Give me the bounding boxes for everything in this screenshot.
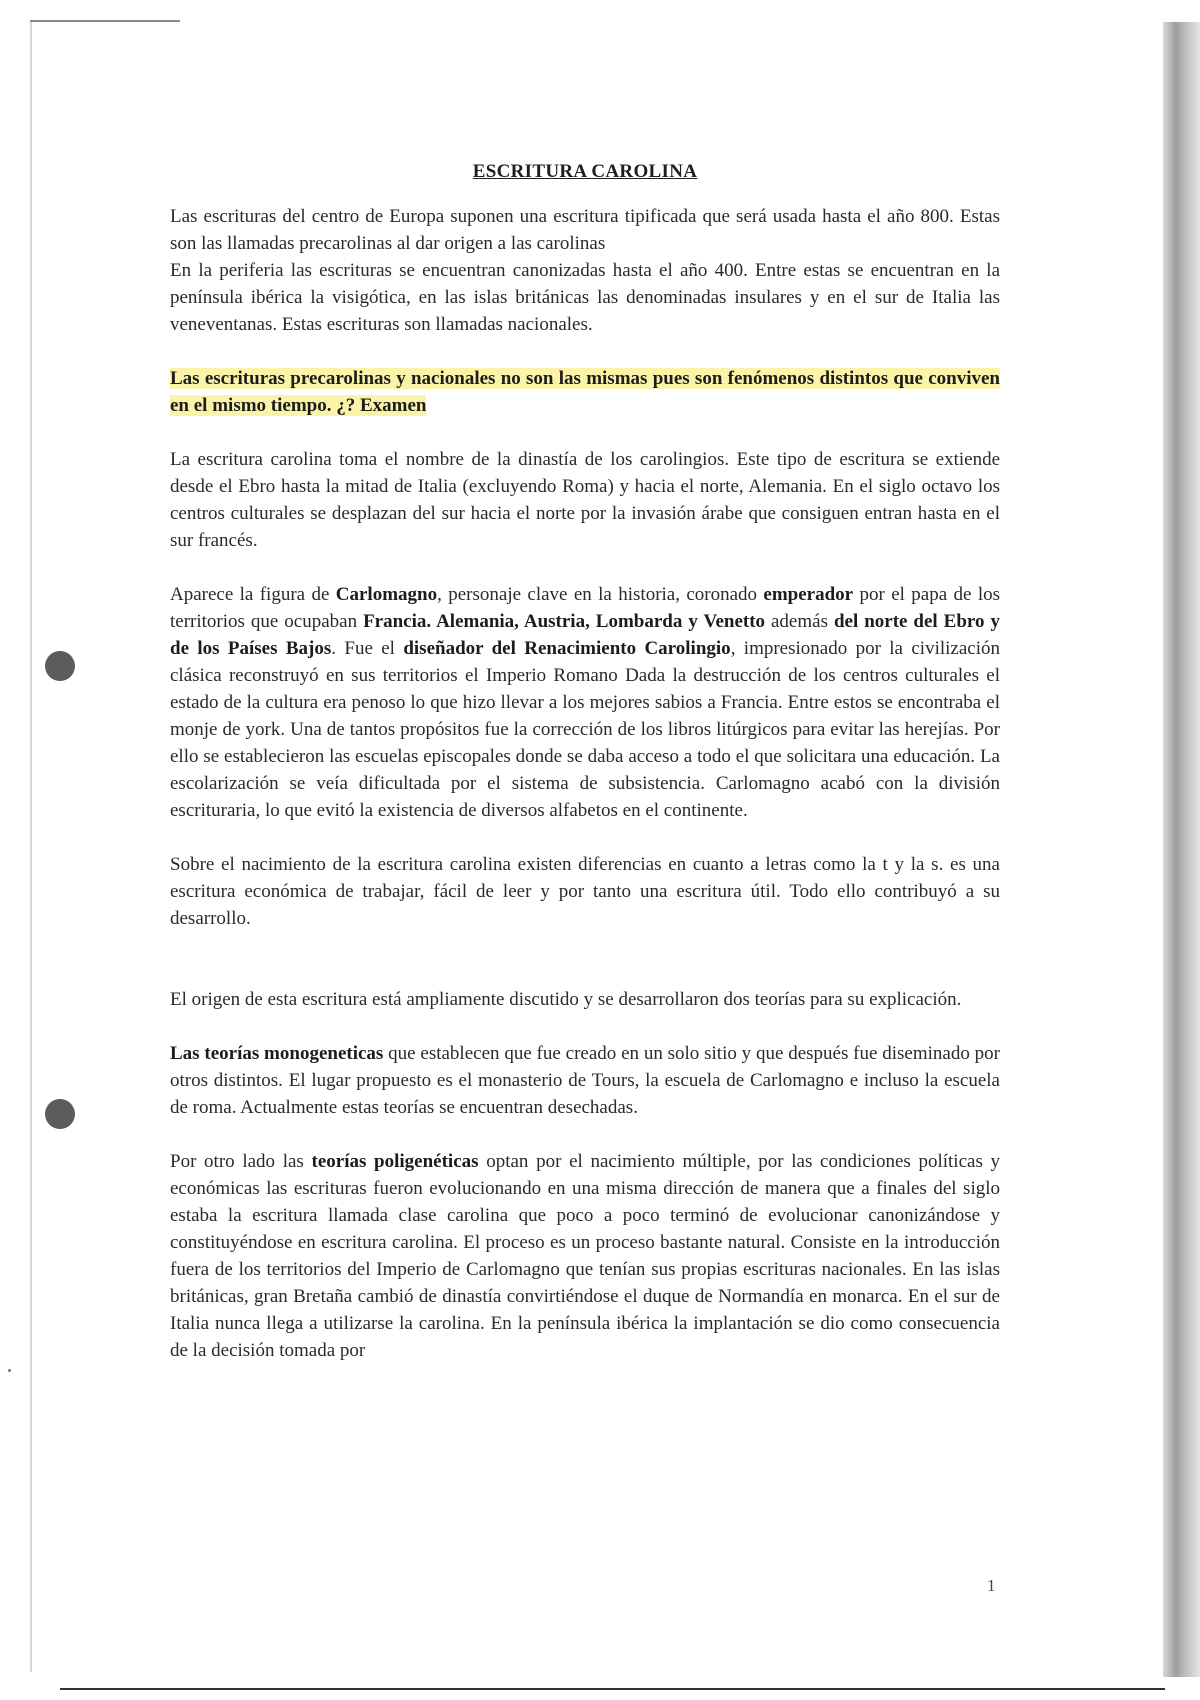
scan-speck — [8, 1369, 11, 1372]
text-span: , personaje clave en la historia, coronado — [437, 584, 764, 605]
scan-artifact-bottom-line — [60, 1688, 1165, 1690]
bold-monogeneticas: Las teorías monogeneticas — [170, 1043, 384, 1064]
paragraph-precarolinas: Las escrituras del centro de Europa suponen una escritura tipificada que será usada hasta el año 800. Estas son las llamadas precarolinas al dar origen a las carolinas — [170, 206, 1000, 254]
document-page — [170, 158, 1000, 1364]
text-span: optan por el nacimiento múltiple, por las condiciones políticas y económicas las escrituras fueron evolucionando en una misma dirección de manera que a finales del siglo estaba la escritura llamada clase carolina que poco a poco terminó de evolucionar canonizándose y constituyéndose en escritura carolina. El proceso es un proceso bastante natural. Consiste en la introducción fuera de los territorios del Imperio de Carlomagno que tenían sus propias escrituras nacionales. En las islas británicas, gran Bretaña cambió de dinastía convirtiéndose el duque de Normandía en monarca. En el sur de Italia nunca llega a utilizarse la carolina. En la península ibérica la implantación se dio como consecuencia de la decisión tomada por — [170, 1151, 1001, 1361]
page-number: 1 — [987, 1576, 996, 1595]
paragraph-carlomagno — [170, 581, 1000, 824]
bold-poligeneticas: teorías poligenéticas — [311, 1151, 479, 1172]
document-title: ESCRITURA CAROLINA — [472, 161, 698, 182]
bold-emperador: emperador — [763, 584, 854, 605]
paragraph-nacimiento: Sobre el nacimiento de la escritura carolina existen diferencias en cuanto a letras como la t y la s. es una escritura económica de trabajar, fácil de leer y por tanto una escritura útil. Todo ello contribuyó a su desarrollo. — [170, 854, 1000, 929]
text-span: Por otro lado las — [170, 1151, 312, 1172]
punch-hole-upper — [45, 651, 75, 681]
paragraph-carolingios: La escritura carolina toma el nombre de la dinastía de los carolingios. Este tipo de escritura se extiende desde el Ebro hasta la mitad de Italia (excluyendo Roma) y hacia el norte, Alemania. En el siglo octavo los centros culturales se desplazan del sur hacia el norte por la invasión árabe que consiguen entran hasta en el sur francés. — [170, 449, 1000, 551]
paragraph-origen: El origen de esta escritura está ampliamente discutido y se desarrollaron dos teorías para su explicación. — [170, 989, 962, 1010]
scan-artifact-right-edge — [1163, 22, 1200, 1677]
text-span: Aparece la figura de — [170, 584, 336, 605]
scan-artifact-left-edge — [30, 22, 32, 1672]
bold-territorios: Francia. Alemania, Austria, Lombarda y Venetto — [363, 611, 766, 632]
bold-renacimiento: diseñador del Renacimiento Carolingio — [403, 638, 731, 659]
text-span: , impresionado por la civilización clásica reconstruyó en sus territorios el Imperio Romano Dada la destrucción de los centros culturales el estado de la cultura era penoso lo que hizo llevar a los mejores sabios a Francia. Entre estos se encontraba el monje de york. Una de tantos propósitos fue la corrección de los libros litúrgicos para evitar las herejías. Por ello se establecieron las escuelas episcopales donde se daba acceso a todo el que solicitara una educación. La escolarización se veía dificultada por el sistema de subsistencia. Carlomagno acabó con la división escrituraria, lo que evitó la existencia de diversos alfabetos en el continente. — [170, 638, 1000, 821]
highlight-text: Las escrituras precarolinas y nacionales no son las mismas pues son fenómenos distintos que conviven en el mismo tiempo. ¿? Examen — [170, 368, 1000, 416]
bold-carlomagno: Carlomagno — [335, 584, 438, 605]
punch-hole-lower — [45, 1099, 75, 1129]
highlighted-exam-note — [170, 365, 1000, 419]
text-span: además — [765, 611, 834, 632]
text-span: . Fue el — [331, 638, 404, 659]
scan-artifact-top-line — [30, 20, 180, 22]
bold-norte-ebro: del norte del Ebro y de los Países Bajos — [170, 611, 1000, 659]
text-span: que establecen que fue creado en un solo sitio y que después fue diseminado por otros distintos. El lugar propuesto es el monasterio de Tours, la escuela de Carlomagno e incluso la escuela de roma. Actualmente estas teorías se encuentran desechadas. — [170, 1043, 1000, 1118]
paragraph-periferia: En la periferia las escrituras se encuentran canonizadas hasta el año 400. Entre estas se encuentran en la península ibérica la visigótica, en las islas británicas las denominadas insulares y en el sur de Italia las veneventanas. Estas escrituras son llamadas nacionales. — [170, 260, 1000, 335]
paragraph-monogeneticas — [170, 1040, 1000, 1121]
text-span: por el papa de los territorios que ocupaban — [170, 584, 1000, 632]
paragraph-poligeneticas — [170, 1148, 1000, 1364]
